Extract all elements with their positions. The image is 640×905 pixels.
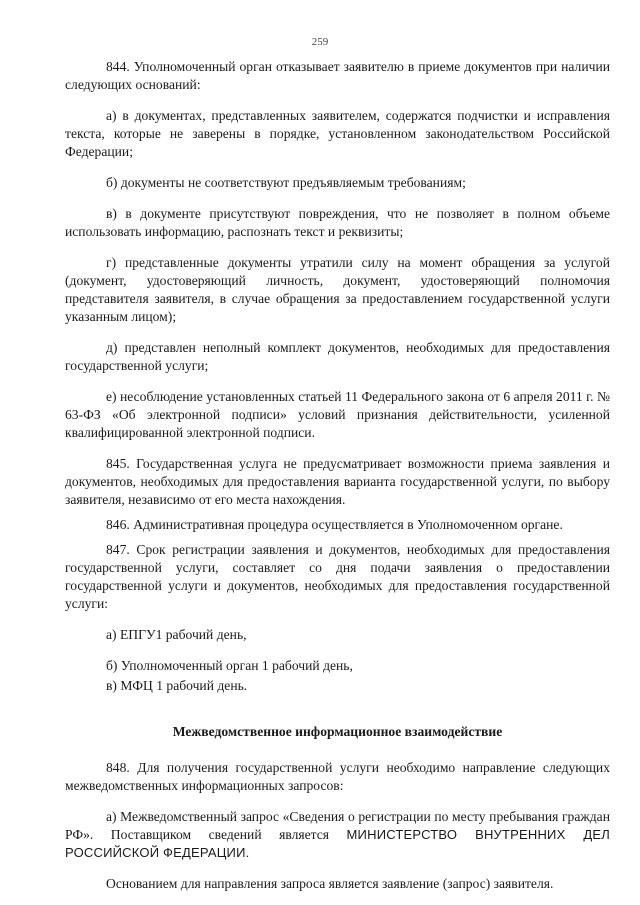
list-item-844-b: б) документы не соответствуют предъявляемым требованиям; — [106, 175, 466, 190]
paragraph-846: 846. Административная процедура осуществляется в Уполномоченном органе. — [106, 517, 563, 532]
request-a-text: а) Межведомственный запрос «Сведения о регистрации по месту пребывания граждан РФ». Поставщиком сведений является — [65, 809, 610, 842]
paragraph-845: 845. Государственная услуга не предусматривает возможности приема заявления и документов, необходимых для предоставления варианта государственной услуги, по выбору заявителя, независимо от его места нахождения. — [65, 456, 610, 507]
list-item-844-e: е) несоблюдение установленных статьей 11 Федерального закона от 6 апреля 2011 г. № 63-ФЗ «Об электронной подписи» условий признания действительности, усиленной квалифицированной электронной подписи. — [65, 389, 610, 440]
page-number: 259 — [311, 36, 329, 48]
list-item-847-a: а) ЕПГУ1 рабочий день, — [106, 627, 247, 642]
list-item-847-b: б) Уполномоченный орган 1 рабочий день, — [106, 658, 353, 673]
paragraph-847: 847. Срок регистрации заявления и документов, необходимых для предоставления государственной услуги, составляет со дня подачи заявления о предоставлении государственной услуги и документов, необходимых для предоставления государственной услуги: — [65, 542, 610, 611]
paragraph-848: 848. Для получения государственной услуги необходимо направление следующих межведомственных информационных запросов: — [65, 760, 610, 793]
paragraph-basis: Основанием для направления запроса является заявление (запрос) заявителя. — [106, 876, 554, 891]
list-item-844-v: в) в документе присутствуют повреждения, что не позволяет в полном объеме использовать информацию, распознать текст и реквизиты; — [65, 206, 610, 239]
request-a-supplier: МИНИСТЕРСТВО ВНУТРЕННИХ ДЕЛ РОССИЙСКОЙ ФЕДЕРАЦИИ. — [65, 827, 610, 860]
list-item-844-a: а) в документах, представленных заявителем, содержатся подчистки и исправления текста, которые не заверены в порядке, установленном законодательством Российской Федерации; — [65, 108, 610, 159]
list-item-848-a — [65, 808, 610, 862]
paragraph-844: 844. Уполномоченный орган отказывает заявителю в приеме документов при наличии следующих оснований: — [65, 59, 610, 92]
section-heading: Межведомственное информационное взаимодействие — [172, 724, 503, 739]
document-body — [65, 58, 610, 900]
list-item-844-g: г) представленные документы утратили силу на момент обращения за услугой (документ, удостоверяющий личность, документ, удостоверяющий полномочия представителя заявителя, в случае обращения за предоставлением государственной услуги указанным лицом); — [65, 255, 610, 324]
list-item-844-d: д) представлен неполный комплект документов, необходимых для предоставления государственной услуги; — [65, 340, 610, 373]
list-item-847-v: в) МФЦ 1 рабочий день. — [106, 678, 248, 693]
